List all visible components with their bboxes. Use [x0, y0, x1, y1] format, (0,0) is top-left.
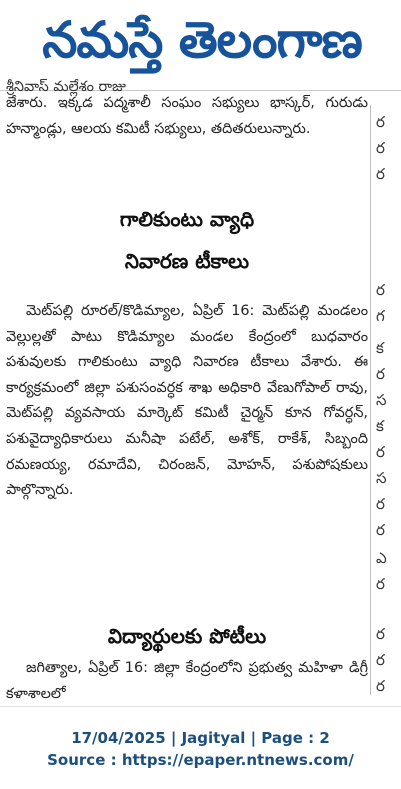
- adjacent-column-fragment: [376, 91, 401, 705]
- adjacent-fragment: ర: [376, 651, 385, 669]
- adjacent-fragment: ర: [376, 521, 385, 539]
- story-body-text: మెట్‌పల్లి రూరల్/కొడిమ్యాల, ఏప్రిల్ 16: మెట్‌పల్లి మండలం వెల్లుల్లతో పాటు కొడిమ్యాల మండల కేంద్రంలో బుధవారం పశువులకు గాలికుంటు వ్యాధి నివారణ టీకాలు వేశారు. ఈ కార్యక్రమంలో జిల్లా పశుసంవర్ధక శాఖ అధికారి వేణుగోపాల్ రావు, మెట్‌పల్లి వ్యవసాయ మార్కెట్ కమిటీ చైర్మన్ కూన గోవర్ధన్, పశువైద్యాధికారులు మనీషా పటేల్, అశోక్, రాకేశ్, సిబ్బంది రమణయ్య, రమాదేవి, చిరంజన్, మోహన్, పశుపోషకులు పాల్గొన్నారు.: [6, 303, 368, 499]
- story3-body: [6, 656, 368, 705]
- adjacent-fragment: ఎ: [376, 549, 387, 567]
- story-headline-line2: నివారణ టీకాలు: [124, 249, 250, 273]
- adjacent-fragment: ర: [376, 281, 385, 299]
- adjacent-fragment: క: [376, 417, 384, 435]
- main-column: [6, 79, 368, 705]
- article-top-cut-line: శ్రీనివాస్ మల్లేశం రాజు: [6, 79, 126, 95]
- adjacent-fragment: ర: [376, 365, 385, 383]
- adjacent-fragment: ర: [376, 625, 385, 643]
- adjacent-fragment: ర: [376, 677, 385, 695]
- adjacent-fragment: క: [376, 339, 384, 357]
- adjacent-fragment: ర: [376, 139, 385, 157]
- story3-headline: విద్యార్థులకు పోటీలు: [107, 624, 267, 648]
- newspaper-logo: నమస్తే తెలంగాణ: [42, 11, 362, 69]
- adjacent-fragment: ర: [376, 495, 385, 513]
- adjacent-fragment: ర: [376, 165, 385, 183]
- adjacent-fragment: ర: [376, 113, 385, 131]
- adjacent-fragment: స: [376, 469, 387, 487]
- story-headline-line1: గాలికుంటు వ్యాధి: [119, 207, 255, 231]
- footer: [0, 706, 401, 789]
- adjacent-fragment: గ: [376, 307, 385, 325]
- footer-date-edition: 17/04/2025 | Jagityal | Page : 2: [71, 729, 330, 747]
- adjacent-fragment: ర: [376, 575, 385, 593]
- footer-source: Source : https://epaper.ntnews.com/: [47, 751, 354, 769]
- newspaper-clipping: [0, 79, 401, 705]
- story-body: [6, 299, 368, 504]
- article-top-continuation: [6, 79, 368, 142]
- story3-body-text: జగిత్యాల, ఏప్రిల్ 16: జిల్లా కేంద్రంలోని ప్రభుత్వ మహిళా డిగ్రీ కళాశాలలో: [6, 660, 368, 702]
- column-divider: [370, 105, 371, 695]
- article-top-text: జేశారు. ఇక్కడ పద్మశాలీ సంఘం సభ్యులు భాస్కర్, గురుడు హన్మాండ్లు, ఆలయ కమిటీ సభ్యులు, తదితరులున్నారు.: [6, 95, 368, 137]
- adjacent-fragment: స: [376, 391, 387, 409]
- adjacent-fragment: ర: [376, 443, 385, 461]
